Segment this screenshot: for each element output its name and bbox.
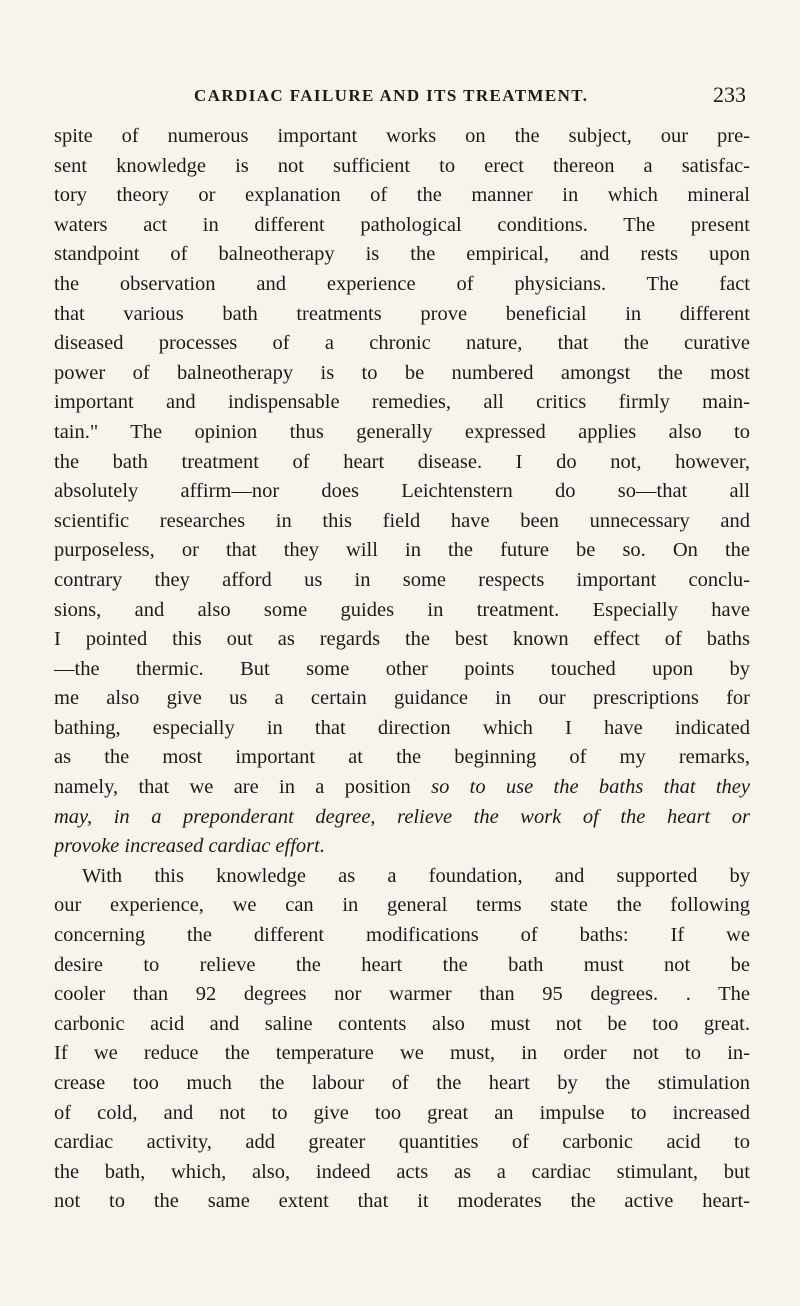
page-number: 233 [713,82,746,107]
text-line: concerning the different modifications of baths: If we [54,924,750,947]
text-line: cooler than 92 degrees nor warmer than 95 degrees. . The [54,983,750,1006]
text-line: as the most important at the beginning of my remarks, [54,746,750,769]
text-italic: may, in a preponderant degree, relieve the work of the heart or [54,805,750,828]
text-line: If we reduce the temperature we must, in order not to in- [54,1042,750,1065]
text-line: tain." The opinion thus generally expressed applies also to [54,420,750,443]
text-line: cardiac activity, add greater quantities of carbonic acid to [54,1131,750,1154]
text-line: the bath treatment of heart disease. I do not, however, [54,450,750,473]
text-line: crease too much the labour of the heart by the stimulation [54,1072,750,1094]
page-header [54,82,750,110]
text-line: power of balneotherapy is to be numbered amongst the most [54,361,750,384]
text-line-mixed [54,773,750,803]
text-roman: namely, that we are in a position [54,776,411,799]
text-line: scientific researches in this field have been unnecessary and [54,509,750,532]
paragraph-1 [54,122,750,862]
text-line: me also give us a certain guidance in our prescriptions for [54,687,750,710]
text-line: bathing, especially in that direction which I have indicated [54,716,750,739]
text-line: carbonic acid and saline contents also must not be too great. [54,1012,750,1035]
book-page [54,82,750,1217]
text-line: of cold, and not to give too great an impulse to increased [54,1101,750,1124]
text-line: desire to relieve the heart the bath must not be [54,953,750,976]
text-line: tory theory or explanation of the manner in which mineral [54,184,750,207]
text-line: With this knowledge as a foundation, and supported by [82,864,750,887]
text-line-italic [54,832,750,862]
text-line: the bath, which, also, indeed acts as a cardiac stimulant, but [54,1160,750,1183]
text-line: the observation and experience of physicians. The fact [54,272,750,295]
running-head: CARDIAC FAILURE AND ITS TREATMENT. [194,86,589,105]
text-line: our experience, we can in general terms state the following [54,894,750,917]
text-line: sions, and also some guides in treatment. Especially have [54,598,750,621]
text-italic: provoke increased cardiac effort. [54,835,325,858]
text-line: contrary they afford us in some respects important conclu- [54,568,750,591]
text-line: I pointed this out as regards the best known effect of baths [54,628,750,651]
text-line: purposeless, or that they will in the future be so. On the [54,539,750,562]
text-italic: so to use the baths that they [431,776,750,799]
text-line: absolutely affirm—nor does Leichtenstern do so—that all [54,480,750,503]
text-line: spite of numerous important works on the subject, our pre- [54,125,750,147]
text-line: —the thermic. But some other points touched upon by [54,657,750,680]
text-line: sent knowledge is not sufficient to erect thereon a satisfac- [54,154,750,177]
text-line: diseased processes of a chronic nature, that the curative [54,332,750,355]
text-line: important and indispensable remedies, all critics firmly main- [54,391,750,414]
text-line: waters act in different pathological conditions. The present [54,213,750,236]
text-line: that various bath treatments prove beneficial in different [54,302,750,325]
paragraph-2 [54,862,750,1217]
text-line: standpoint of balneotherapy is the empirical, and rests upon [54,243,750,266]
text-line-italic [54,803,750,833]
text-line: not to the same extent that it moderates the active heart- [54,1190,750,1213]
